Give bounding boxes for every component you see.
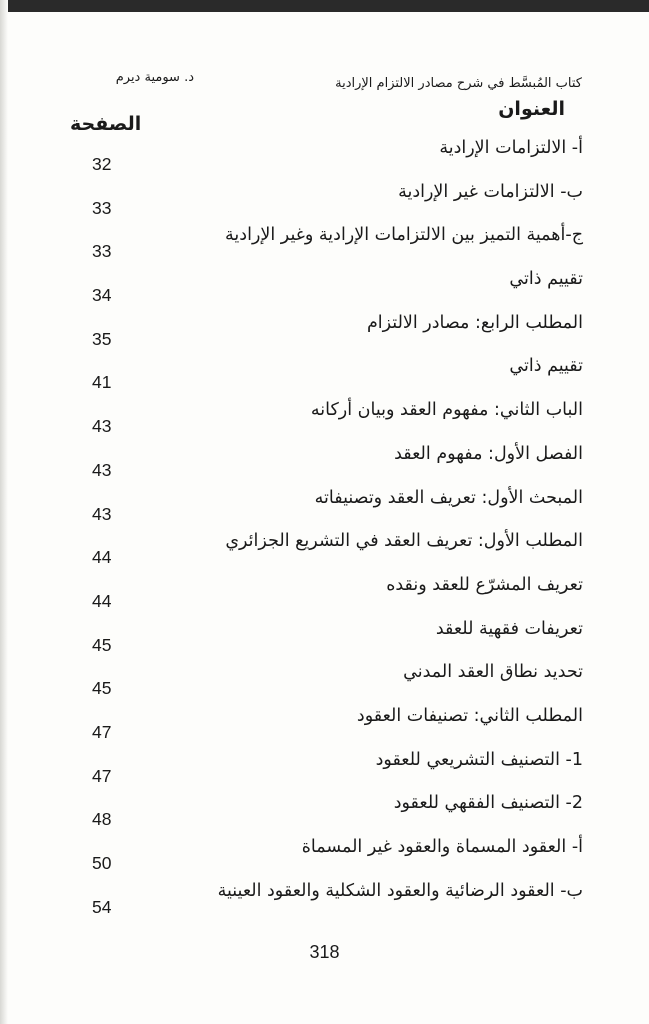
toc-entry-page: 50 <box>92 853 112 873</box>
toc-entry-page: 45 <box>92 678 112 699</box>
toc-entry-title: 1- التصنيف التشريعي للعقود <box>375 749 583 770</box>
table-of-contents <box>0 138 649 924</box>
toc-entry <box>0 313 649 357</box>
toc-entry-title: تقييم ذاتي <box>509 269 583 290</box>
toc-entry-title: الفصل الأول: مفهوم العقد <box>394 443 583 464</box>
toc-entry <box>0 488 649 532</box>
toc-entry-page: 43 <box>92 416 112 437</box>
toc-entry <box>0 269 649 313</box>
toc-entry <box>0 881 649 925</box>
toc-entry-title: أ- العقود المسماة والعقود غير المسماة <box>301 837 583 857</box>
toc-entry <box>0 662 649 706</box>
toc-entry-page: 47 <box>92 721 112 742</box>
toc-entry-title: ج-أهمية التميز بين الالتزامات الإرادية وغير الإرادية <box>225 225 583 246</box>
toc-entry-page: 47 <box>92 765 112 786</box>
running-header-author: د. سومية ديرم <box>115 70 194 85</box>
toc-entry <box>0 531 649 575</box>
toc-entry <box>0 793 649 837</box>
toc-entry <box>0 837 649 881</box>
toc-entry-page: 54 <box>92 896 112 917</box>
toc-entry-page: 43 <box>92 503 112 524</box>
toc-entry-page: 33 <box>92 241 112 262</box>
toc-entry-title: المطلب الرابع: مصادر الالتزام <box>366 312 583 333</box>
toc-entry-title: ب- الالتزامات غير الإرادية <box>398 181 583 202</box>
toc-entry-title: أ- الالتزامات الإرادية <box>439 138 583 158</box>
toc-entry-page: 44 <box>92 590 112 611</box>
toc-entry-page: 44 <box>92 547 112 568</box>
toc-entry <box>0 619 649 663</box>
toc-entry-title: تقييم ذاتي <box>509 356 583 377</box>
page-number: 318 <box>309 942 340 962</box>
toc-entry-title: المطلب الثاني: تصنيفات العقود <box>356 705 583 726</box>
toc-entry-page: 48 <box>92 809 112 830</box>
toc-entry <box>0 182 649 226</box>
toc-entry-page: 35 <box>92 328 112 349</box>
toc-entry-page: 41 <box>92 372 112 393</box>
toc-entry <box>0 225 649 269</box>
toc-entry-page: 33 <box>92 197 112 218</box>
toc-entry <box>0 138 649 182</box>
toc-entry-title: تحديد نطاق العقد المدني <box>403 662 583 683</box>
toc-entry <box>0 356 649 400</box>
toc-entry-page: 32 <box>92 154 112 174</box>
toc-entry-title: تعريف المشرّع للعقد ونقده <box>386 574 583 595</box>
toc-entry-title: المطلب الأول: تعريف العقد في التشريع الجزائري <box>225 531 583 552</box>
toc-entry-page: 45 <box>92 634 112 655</box>
scan-top-edge <box>0 0 649 12</box>
toc-entry <box>0 750 649 794</box>
column-heading-title: العنوان <box>498 98 565 120</box>
toc-entry <box>0 444 649 488</box>
toc-entry-title: 2- التصنيف الفقهي للعقود <box>393 793 583 814</box>
toc-entry <box>0 575 649 619</box>
toc-entry-title: تعريفات فقهية للعقد <box>435 618 583 639</box>
column-heading-page: الصفحة <box>70 113 142 135</box>
running-header-book-title: كتاب المُبسَّط في شرح مصادر الالتزام الإرادية <box>335 76 582 91</box>
toc-entry-page: 43 <box>92 459 112 480</box>
toc-entry-title: المبحث الأول: تعريف العقد وتصنيفاته <box>314 487 583 508</box>
toc-entry <box>0 400 649 444</box>
toc-entry <box>0 706 649 750</box>
toc-entry-page: 34 <box>92 285 112 306</box>
toc-entry-title: الباب الثاني: مفهوم العقد وبيان أركانه <box>310 400 583 421</box>
toc-entry-title: ب- العقود الرضائية والعقود الشكلية والعقود العينية <box>217 880 583 901</box>
